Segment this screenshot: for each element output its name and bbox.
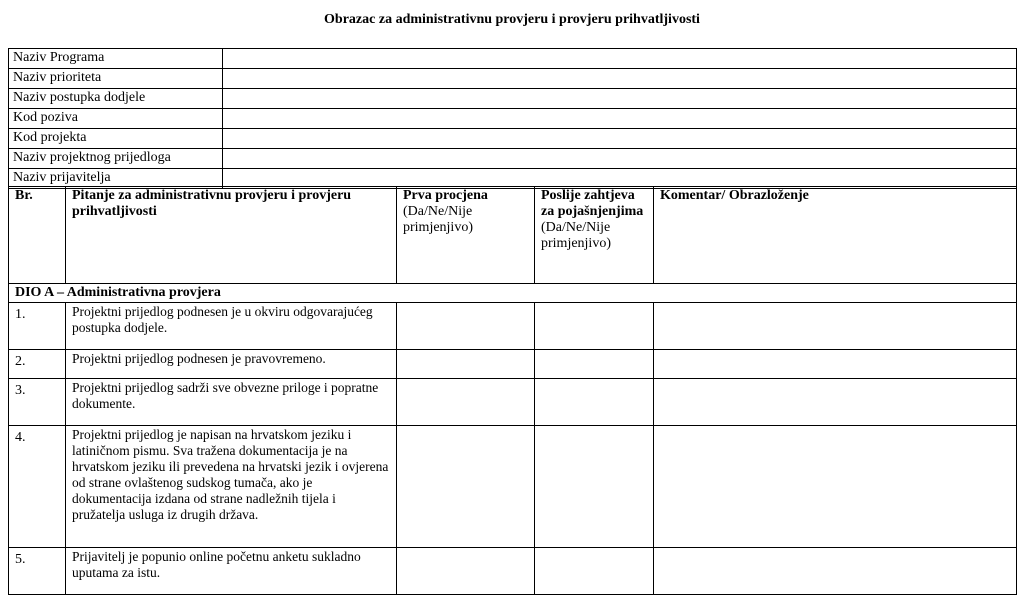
after-clarification-cell[interactable] [535, 426, 654, 548]
info-label: Naziv prioriteta [9, 69, 223, 89]
first-assessment-cell[interactable] [397, 379, 535, 426]
info-row-program [9, 49, 1017, 69]
info-row-proposal-name [9, 149, 1017, 169]
after-clarification-cell[interactable] [535, 379, 654, 426]
info-label: Naziv postupka dodjele [9, 89, 223, 109]
section-title: DIO A – Administrativna provjera [9, 284, 1017, 303]
first-assessment-cell[interactable] [397, 303, 535, 350]
first-assessment-cell[interactable] [397, 350, 535, 379]
info-row-project-code [9, 129, 1017, 149]
comment-cell[interactable] [654, 548, 1017, 595]
info-label: Kod poziva [9, 109, 223, 129]
info-row-procedure [9, 89, 1017, 109]
after-clarification-cell[interactable] [535, 548, 654, 595]
section-row [9, 284, 1017, 303]
info-table [8, 48, 1017, 189]
info-value-field[interactable] [223, 109, 1017, 129]
table-row [9, 548, 1017, 595]
info-label: Naziv projektnog prijedloga [9, 149, 223, 169]
comment-cell[interactable] [654, 350, 1017, 379]
table-row [9, 426, 1017, 548]
info-row-priority [9, 69, 1017, 89]
info-label: Naziv prijavitelja [9, 169, 223, 189]
info-label: Naziv Programa [9, 49, 223, 69]
row-number: 2. [9, 350, 66, 379]
comment-cell[interactable] [654, 426, 1017, 548]
column-header-comment: Komentar/ Obrazloženje [654, 187, 1017, 284]
table-row [9, 379, 1017, 426]
after-clarification-options: (Da/Ne/Nije primjenjivo) [541, 220, 611, 251]
row-number: 3. [9, 379, 66, 426]
info-value-field[interactable] [223, 149, 1017, 169]
info-value-field[interactable] [223, 89, 1017, 109]
row-number: 1. [9, 303, 66, 350]
row-number: 5. [9, 548, 66, 595]
question-text: Projektni prijedlog podnesen je pravovremeno. [66, 350, 397, 379]
column-header-number: Br. [9, 187, 66, 284]
first-assessment-cell[interactable] [397, 426, 535, 548]
column-header-question: Pitanje za administrativnu provjeru i provjeru prihvatljivosti [66, 187, 397, 284]
question-text: Prijavitelj je popunio online početnu anketu sukladno uputama za istu. [66, 548, 397, 595]
after-clarification-cell[interactable] [535, 303, 654, 350]
info-value-field[interactable] [223, 49, 1017, 69]
comment-cell[interactable] [654, 379, 1017, 426]
document-title: Obrazac za administrativnu provjeru i provjeru prihvatljivosti [324, 12, 700, 27]
question-text: Projektni prijedlog podnesen je u okviru odgovarajućeg postupka dodjele. [66, 303, 397, 350]
column-header-after-clarification [535, 187, 654, 284]
first-assessment-title: Prva procjena [403, 188, 488, 203]
first-assessment-cell[interactable] [397, 548, 535, 595]
question-text: Projektni prijedlog je napisan na hrvatskom jeziku i latiničnom pismu. Sva tražena dokumentacija je na hrvatskom jeziku ili prevedena na hrvatski jezik i ovjerena od strane ovlaštenog sudskog tumača, ako je dokumentacija izdana od strane nadležnih tijela i pružatelja usluga iz drugih država. [66, 426, 397, 548]
info-value-field[interactable] [223, 129, 1017, 149]
info-value-field[interactable] [223, 69, 1017, 89]
row-number: 4. [9, 426, 66, 548]
info-row-call-code [9, 109, 1017, 129]
first-assessment-options: (Da/Ne/Nije primjenjivo) [403, 204, 473, 235]
header-row [9, 187, 1017, 284]
after-clarification-title: Poslije zahtjeva za pojašnjenjima [541, 188, 644, 219]
column-header-first-assessment [397, 187, 535, 284]
after-clarification-cell[interactable] [535, 350, 654, 379]
checklist-table [8, 186, 1017, 595]
comment-cell[interactable] [654, 303, 1017, 350]
table-row [9, 350, 1017, 379]
info-label: Kod projekta [9, 129, 223, 149]
question-text: Projektni prijedlog sadrži sve obvezne priloge i popratne dokumente. [66, 379, 397, 426]
table-row [9, 303, 1017, 350]
